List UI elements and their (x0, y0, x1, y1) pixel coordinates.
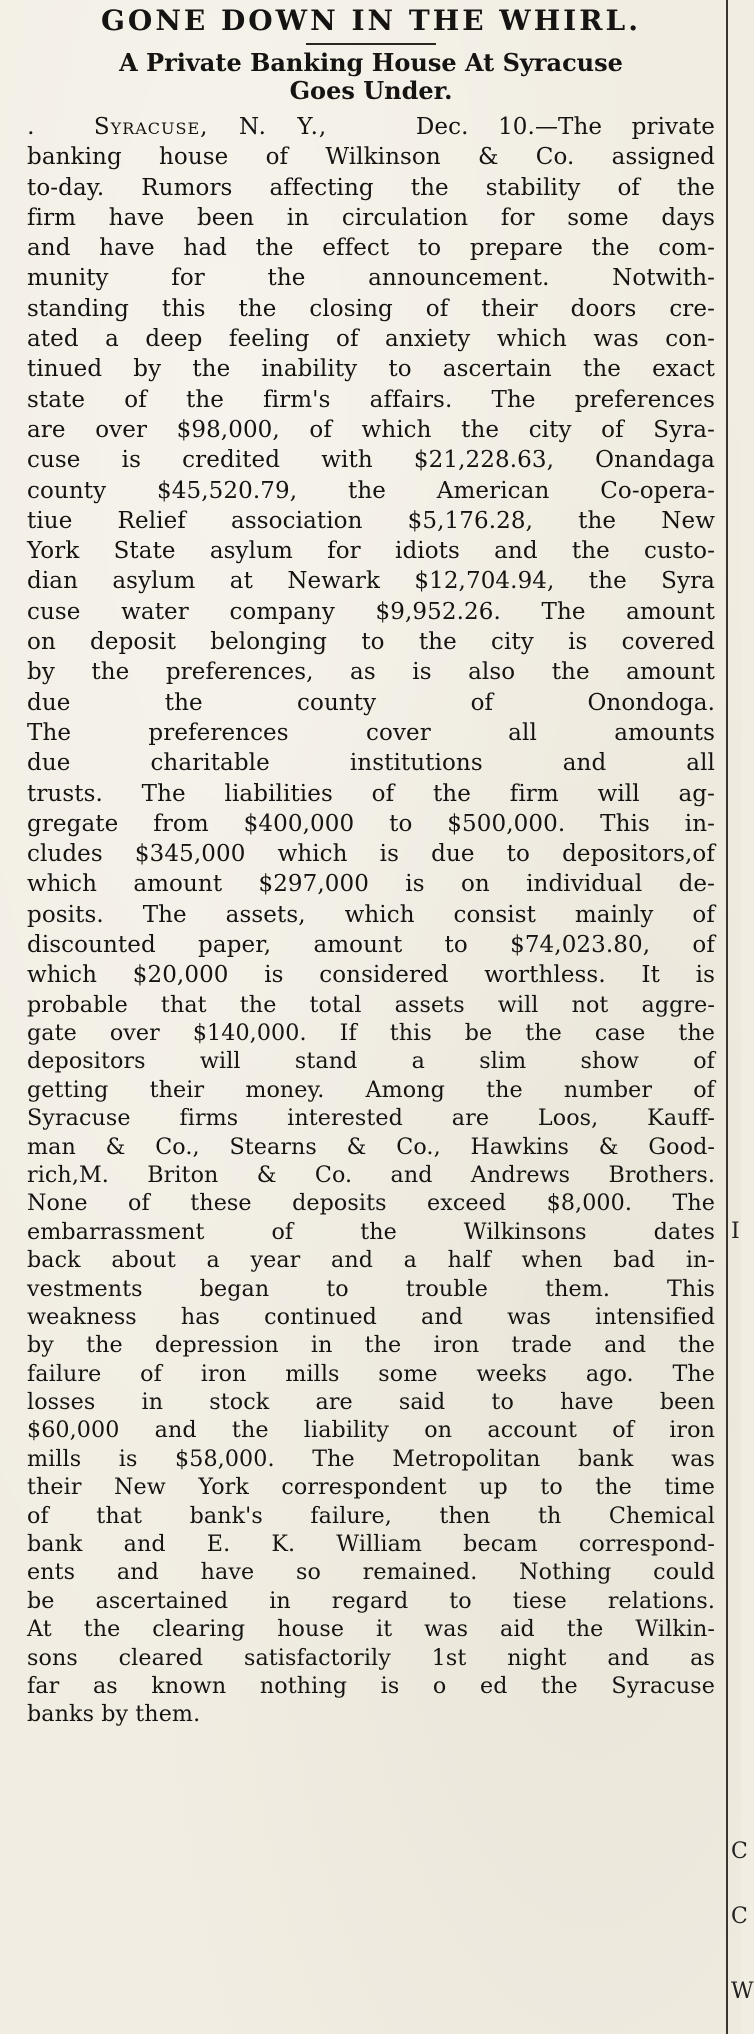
article-column (27, 4, 715, 1729)
edge-fragment: W (731, 1979, 754, 2004)
article-text-line: None of these deposits exceed $8,000. The (27, 1190, 715, 1217)
article-headline: GONE DOWN IN THE WHIRL. (101, 4, 641, 37)
article-text-line: $60,000 and the liability on account of iron (27, 1417, 715, 1444)
article-text-line: losses in stock are said to have been (27, 1389, 715, 1416)
article-text-line: on deposit belonging to the city is covered (27, 629, 715, 656)
article-text-line: due charitable institutions and all (27, 750, 715, 777)
article-text-line: At the clearing house it was aid the Wilkin- (27, 1616, 715, 1643)
body-lines (27, 142, 715, 990)
article-text-line: of that bank's failure, then th Chemical (27, 1502, 715, 1529)
article-text-line: mills is $58,000. The Metropolitan bank was (27, 1445, 715, 1472)
article-text-line: which amount $297,000 is on individual de- (27, 871, 715, 898)
article-text-line: Syracuse firms interested are Loos, Kauff- (27, 1105, 715, 1132)
article-text-line: cuse water company $9,952.26. The amount (27, 598, 715, 625)
article-text-line: weakness has continued and was intensified (27, 1303, 715, 1330)
article-text-line: back about a year and a half when bad in- (27, 1247, 715, 1274)
article-text-line: posits. The assets, which consist mainly of (27, 901, 715, 928)
article-text-line: discounted paper, amount to $74,023.80, of (27, 932, 715, 959)
subhead-line-2: Goes Under. (289, 76, 453, 105)
dateline-rest: Dec. 10.—The private (415, 114, 716, 140)
article-text-line: man & Co., Stearns & Co., Hawkins & Good- (27, 1133, 715, 1160)
article-text-line: getting their money. Among the number of (27, 1076, 715, 1103)
article-text-line: banking house of Wilkinson & Co. assigned (27, 144, 715, 171)
article-text-line: munity for the announcement. Notwith- (27, 265, 715, 292)
edge-fragment: C (731, 1839, 748, 1864)
subhead-line-1: A Private Banking House At Syracuse (119, 48, 623, 77)
article-text-line: are over $98,000, of which the city of Syra- (27, 416, 715, 443)
article-text-line: vestments began to trouble them. This (27, 1275, 715, 1302)
article-text-line: dian asylum at Newark $12,704.94, the Syra (27, 568, 715, 595)
article-text-line: gregate from $400,000 to $500,000. This in- (27, 810, 715, 837)
article-text-line: depositors will stand a slim show of (27, 1048, 715, 1075)
article-text-line: far as known nothing is o ed the Syracuse (27, 1672, 715, 1699)
article-text-line: rich,M. Briton & Co. and Andrews Brothers. (27, 1161, 715, 1188)
article-text-line: sons cleared satisfactorily 1st night and as (27, 1644, 715, 1671)
article-subhead (27, 49, 715, 105)
article-text-line: which $20,000 is considered worthless. It is (27, 962, 715, 989)
article-text-line: standing this the closing of their doors cre- (27, 295, 715, 322)
article-text-line: banks by them. (27, 1701, 201, 1728)
article-text-line: ated a deep feeling of anxiety which was con- (27, 326, 715, 353)
article-text-line: cuse is credited with $21,228.63, Onandaga (27, 447, 715, 474)
article-text-line: tiue Relief association $5,176.28, the New (27, 507, 715, 534)
headline-rule (306, 43, 436, 45)
article-text-line: be ascertained in regard to tiese relations. (27, 1587, 715, 1614)
article-text-line: probable that the total assets will not aggre- (27, 991, 715, 1018)
article-text-line: ents and have so remained. Nothing could (27, 1559, 715, 1586)
article-body (27, 112, 715, 1729)
article-text-line: by the depression in the iron trade and the (27, 1332, 715, 1359)
article-text-line: embarrassment of the Wilkinsons dates (27, 1218, 715, 1245)
article-text-line: trusts. The liabilities of the firm will ag- (27, 780, 715, 807)
body-lines-dense (27, 991, 715, 1729)
article-text-line: county $45,520.79, the American Co-opera- (27, 477, 715, 504)
article-text-line: tinued by the inability to ascertain the exact (27, 356, 715, 383)
article-text-line: state of the firm's affairs. The preferences (27, 386, 715, 413)
article-text-line: cludes $345,000 which is due to depositors,of (27, 841, 715, 868)
article-text-line: their New York correspondent up to the time (27, 1474, 715, 1501)
article-text-line: due the county of Onondoga. (27, 689, 715, 716)
column-rule (726, 0, 728, 2034)
article-text-line: to-day. Rumors affecting the stability of the (27, 174, 715, 201)
article-text-line: gate over $140,000. If this be the case the (27, 1020, 715, 1046)
article-text-line: by the preferences, as is also the amount (27, 659, 715, 686)
article-text-line: York State asylum for idiots and the custo- (27, 538, 715, 565)
article-text-line: firm have been in circulation for some days (27, 204, 715, 231)
edge-fragment: C (731, 1904, 748, 1929)
edge-fragment: I (731, 1219, 740, 1244)
article-text-line: and have had the effect to prepare the com- (27, 235, 715, 262)
article-text-line: The preferences cover all amounts (27, 719, 715, 746)
article-text-line: bank and E. K. William becam correspond- (27, 1531, 715, 1558)
dateline-line: ․ Syracuse, N. Y., Dec. 10.—The private (27, 114, 716, 140)
dateline-place: Syracuse, N. Y., (93, 114, 328, 140)
article-text-line: failure of iron mills some weeks ago. The (27, 1360, 715, 1387)
